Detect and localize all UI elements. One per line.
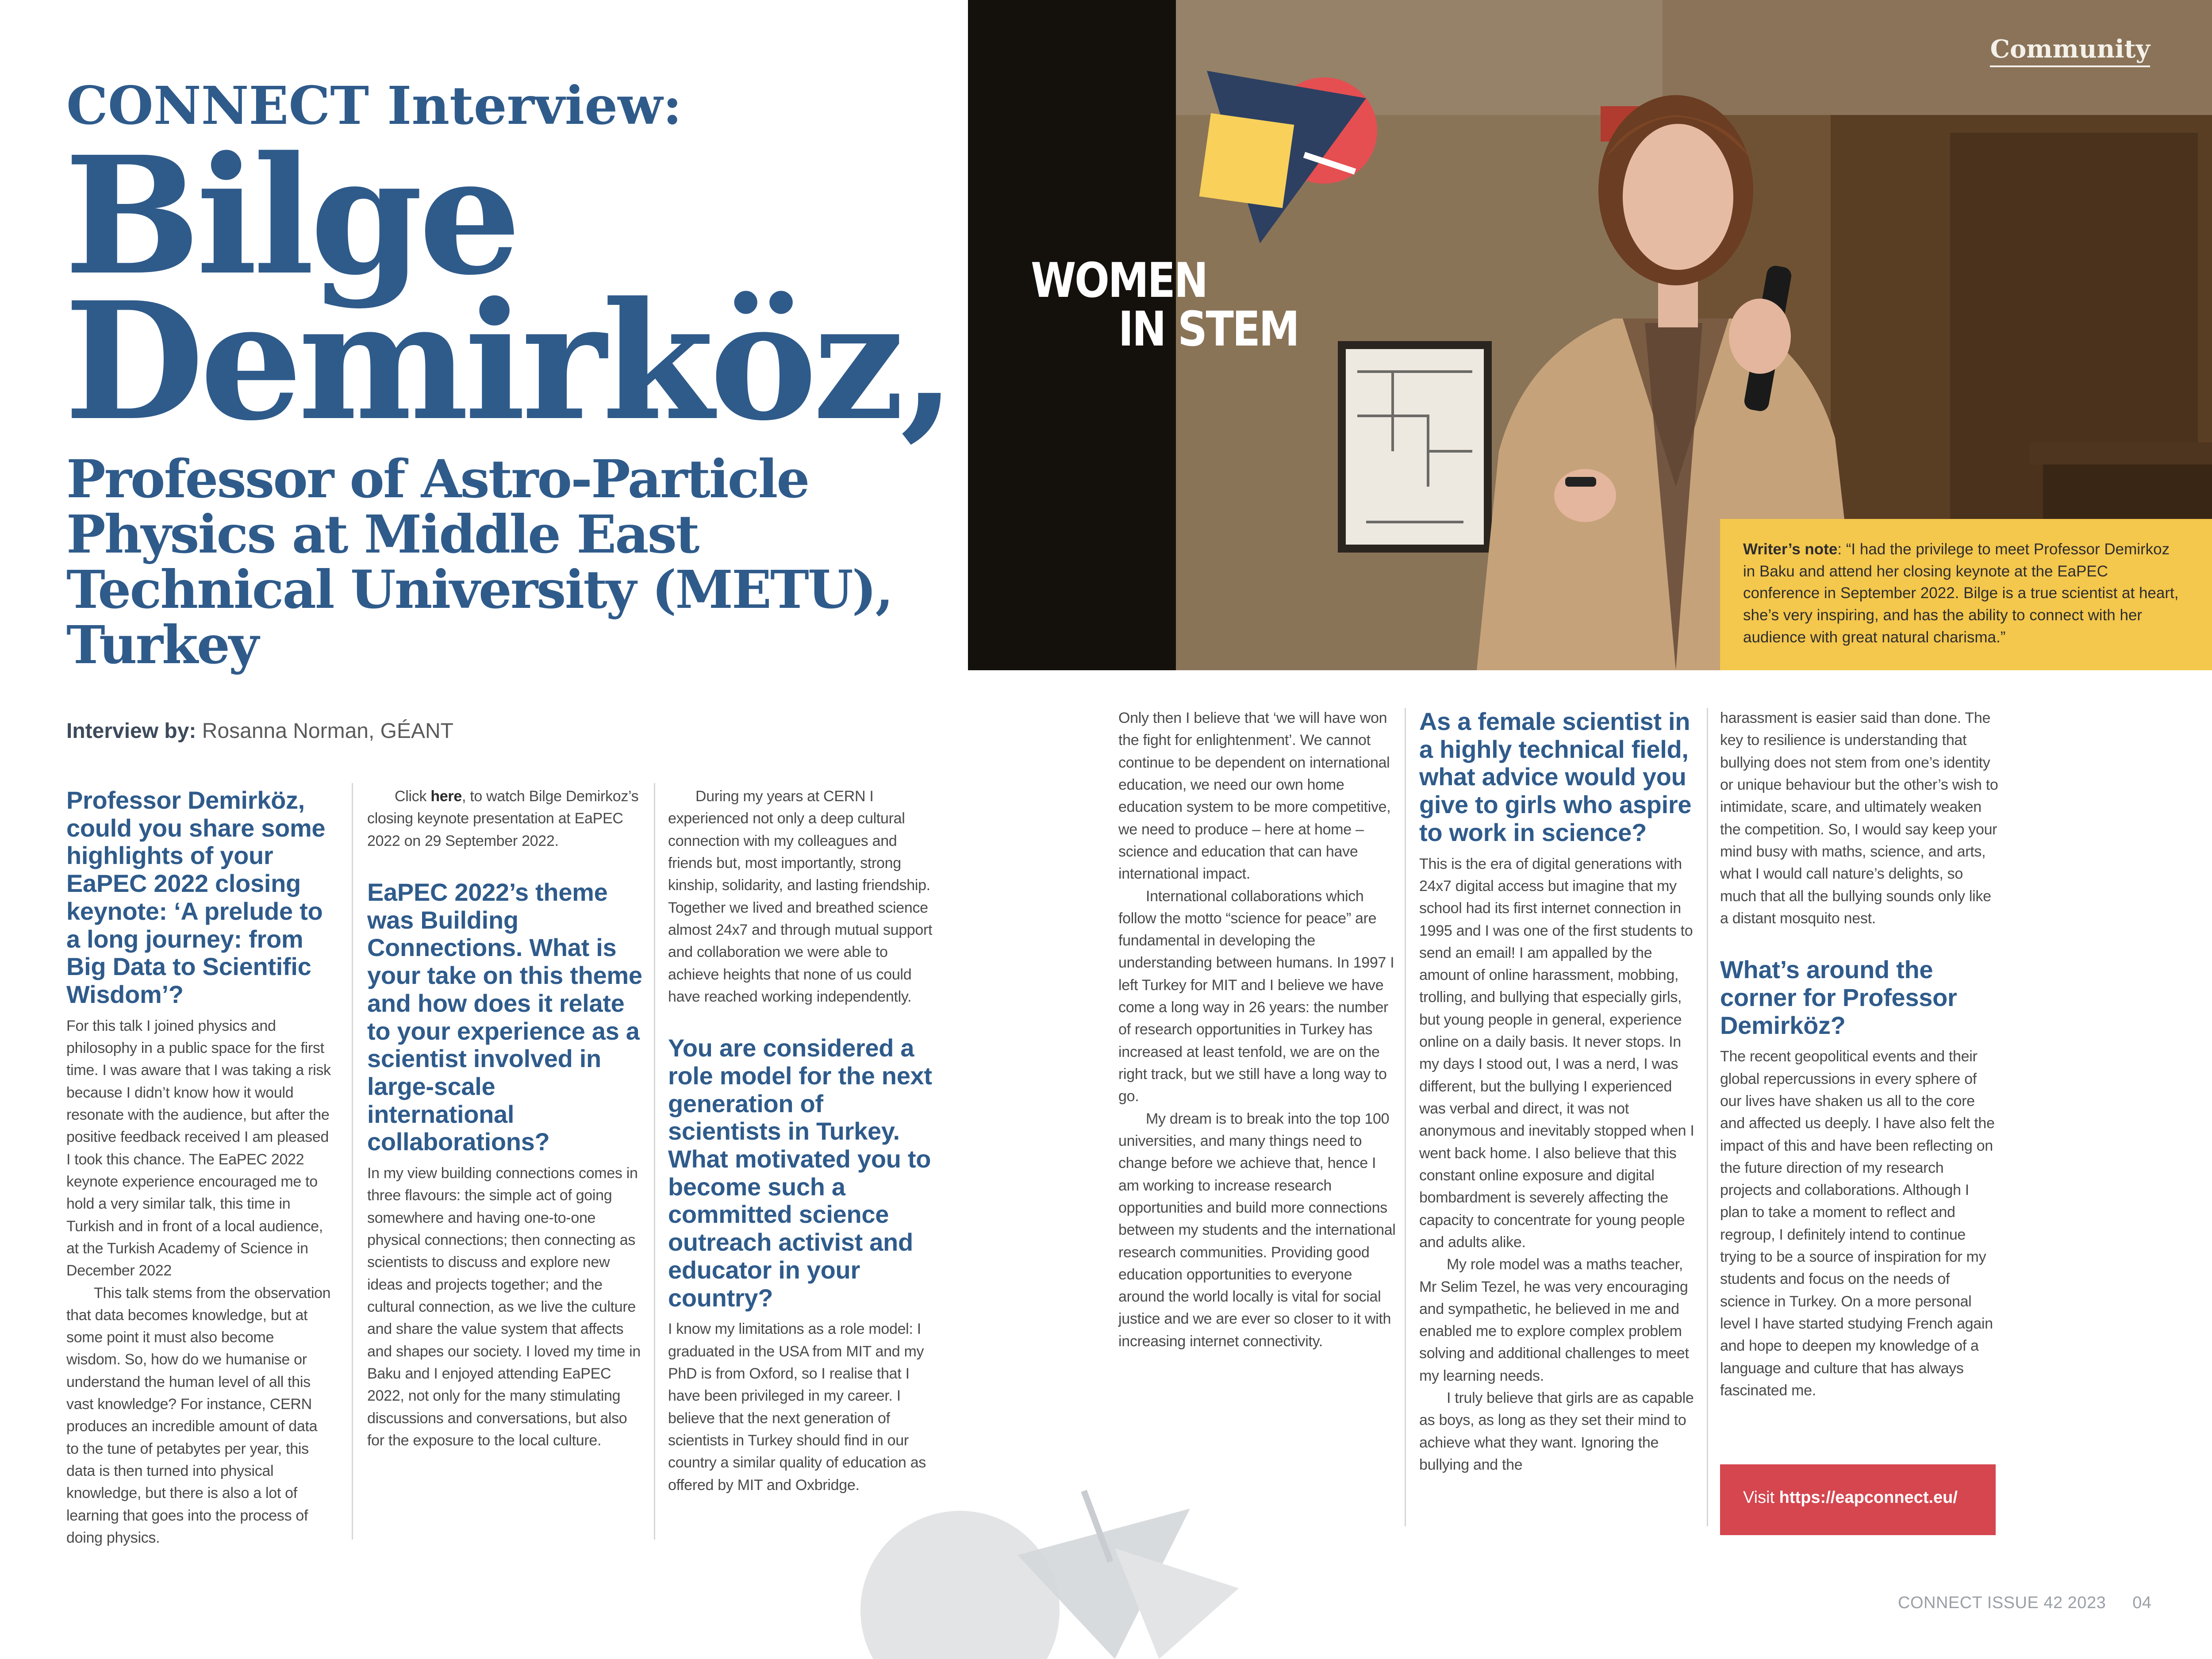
kicker: CONNECT Interview:	[66, 75, 682, 136]
logo-line-1: WOMEN	[1031, 253, 1207, 308]
column-4	[1118, 707, 1397, 1352]
paragraph: During my years at CERN I experienced not only a deep cultural connection with my colleagues and friends but, most importantly, strong kinship, solidarity, and lasting friendship. Together we lived and breathed science almost 24x7 and through mutual support and collaboration we were able to achieve heights that none of us could have reached working independently.	[668, 788, 933, 1005]
paragraph	[367, 785, 646, 852]
question-5: What’s around the corner for Professor Demirköz?	[1720, 956, 1957, 1039]
subtitle-role: Professor of Astro-Particle Physics at Middle East Technical University (METU), Turkey	[66, 448, 892, 676]
logo-line-2: IN STEM	[1118, 302, 1298, 357]
column-divider	[654, 783, 655, 1540]
column-5	[1419, 708, 1698, 1476]
title-line-2: Demirköz,	[64, 266, 952, 457]
paragraph: This talk stems from the observation that data becomes knowledge, but at some point it must also become wisdom. So, how do we humanise or understand the human level of all this vast knowledge? For instance, CERN produces an incredible amount of data to the tune of petabytes per year, this data is then turned into physical knowledge, but there is also a lot of learning that goes into the process of doing physics.	[66, 1284, 331, 1546]
paragraph: My role model was a maths teacher, Mr Selim Tezel, he was very encouraging and sympathetic, he believed in me and enabled me to explore complex problem solving and additional challenges to meet my learning needs.	[1419, 1256, 1689, 1384]
column-2	[367, 785, 646, 1452]
writers-note-label: Writer’s note	[1743, 541, 1838, 558]
title-line-1: Bilge	[64, 121, 517, 311]
section-label: Community	[1990, 35, 2150, 67]
question-4: As a female scientist in a highly technical field, what advice would you give to girls who aspire to work in science?	[1419, 707, 1692, 846]
paragraph: Only then I believe that ‘we will have won the fight for enlightenment’. We cannot continue to be dependent on international education, we need our own home education system to be more competitive, we need to produce – here at home – science and education that can have international impact.	[1118, 710, 1391, 883]
watch-text-pre: Click	[395, 788, 431, 805]
byline-label: Interview by:	[66, 719, 196, 743]
column-3	[668, 785, 942, 1496]
byline-author: Rosanna Norman, GÉANT	[202, 719, 453, 743]
issue-label: CONNECT ISSUE 42 2023	[1898, 1594, 2106, 1612]
byline	[66, 719, 453, 743]
column-1	[66, 787, 332, 1549]
watch-here-link[interactable]: here	[430, 788, 462, 805]
paragraph: I know my limitations as a role model: I graduated in the USA from MIT and my PhD is from Oxford, so I realise that I have been privileged in my career. I believe that the next generation of scientists in Turkey should find in our country a similar quality of education as offered by MIT and Oxbridge.	[668, 1321, 926, 1494]
question-3: You are considered a role model for the next generation of scientists in Turkey. What motivated you to become such a committed science outreach activist and educator in your country?	[668, 1034, 932, 1312]
paragraph: International collaborations which follow the motto “science for peace” are fundamental in developing the understanding between humans. In 1997 I left Turkey for MIT and I believe we have come a long way in 26 years: the number of research opportunities in Turkey has increased at least tenfold, we are on the right track, but we still have a long way to go.	[1118, 887, 1394, 1105]
paragraph: This is the era of digital generations with 24x7 digital access but imagine that my school had its first internet connection in 1995 and I was one of the first students to send an email! I am appalled by the amount of online harassment, mobbing, trolling, and bullying that especially girls, but young people in general, experience online on a daily basis. It never stops. In my days I stood out, I was a nerd, I was different, but the bullying I experienced was verbal and direct, it was not anonymous and inevitably stopped when I went back home. I also believe that this constant online exposure and digital bombardment is severely affecting the capacity to concentrate for young people and adults alike.	[1419, 855, 1694, 1251]
column-divider	[1707, 708, 1708, 1526]
paragraph: harassment is easier said than done. The key to resilience is understanding that bullying does not stem from one’s identity or unique behaviour but the other’s wish to intimidate, scare, and ultimately weaken the competition. So, I would say keep your mind busy with maths, science, and arts, what I would call nature’s delights, so much that all the bullying sounds only like a distant mosquito nest.	[1720, 710, 1998, 927]
writers-note-text: : “I had the privilege to meet Professor Demirkoz in Baku and attend her closing keynote at the EaPEC conference in September 2022. Bilge is a true scientist at heart, she’s very inspiring, and has the ability to connect with her audience with great natural charisma.”	[1743, 541, 2179, 646]
page-number: 04	[2132, 1594, 2152, 1612]
visit-url-link[interactable]: https://eapconnect.eu/	[1779, 1488, 1958, 1507]
paragraph: I truly believe that girls are as capable as boys, as long as they set their mind to achieve what they want. Ignoring the bullying and the	[1419, 1390, 1694, 1474]
paragraph: In my view building connections comes in three flavours: the simple act of going somewhere and having one-to-one physical connections; then connecting as scientists to discuss and explore new ideas and projects together; and the cultural connection, as we live the culture and share the value system that affects and shapes our society. I loved my time in Baku and I enjoyed attending EaPEC 2022, not only for the many stimulating discussions and conversations, but also for the exposure to the local culture.	[367, 1165, 641, 1449]
column-6	[1720, 707, 1999, 1402]
visit-label: Visit	[1743, 1488, 1779, 1507]
page-footer	[1898, 1594, 2152, 1613]
question-1: Professor Demirköz, could you share some highlights of your EaPEC 2022 closing keynote: ‘A prelude to a long journey: from Big Data to Scientific Wisdom’?	[66, 786, 326, 1009]
paragraph: For this talk I joined physics and philosophy in a public space for the first time. I was aware that I was taking a risk because I didn’t know how it would resonate with the audience, but after the positive feedback received I am pleased I took this chance. The EaPEC 2022 keynote experience encouraged me to hold a very similar talk, this time in Turkish and in front of a local audience, at the Turkish Academy of Science in December 2022	[66, 1017, 331, 1279]
column-divider	[352, 783, 353, 1540]
visit-link-box[interactable]	[1720, 1464, 1996, 1535]
decorative-shapes	[841, 1460, 1239, 1659]
writers-note	[1720, 519, 2212, 670]
paragraph: My dream is to break into the top 100 universities, and many things need to change before we achieve that, hence I am working to increase research opportunities and build more connections between my students and the international research communities. Providing good education opportunities to everyone around the world locally is vital for social justice and we are ever so closer to it with increasing internet connectivity.	[1118, 1110, 1396, 1350]
watch-text-post: , to watch Bilge Demirkoz’s closing keynote presentation at EaPEC 2022 on 29 September 2022.	[367, 788, 639, 849]
paragraph: The recent geopolitical events and their global repercussions in every sphere of our lives have shaken us all to the core and affected us deeply. I have also felt the impact of this and have been reflecting on the future direction of my research projects and collaborations. Although I plan to take a moment to reflect and regroup, I definitely intend to continue trying to be a source of inspiration for my students and focus on the needs of science in Turkey. On a more personal level I have started studying French again and hope to deepen my knowledge of a language and culture that has always fascinated me.	[1720, 1048, 1995, 1399]
column-divider	[1405, 708, 1406, 1526]
page-title	[64, 121, 952, 457]
women-in-stem-logo	[1031, 253, 1298, 357]
question-2: EaPEC 2022’s theme was Building Connections. What is your take on this theme and how does it relate to your experience as a scientist involved in large-scale international collaborations?	[367, 878, 642, 1156]
